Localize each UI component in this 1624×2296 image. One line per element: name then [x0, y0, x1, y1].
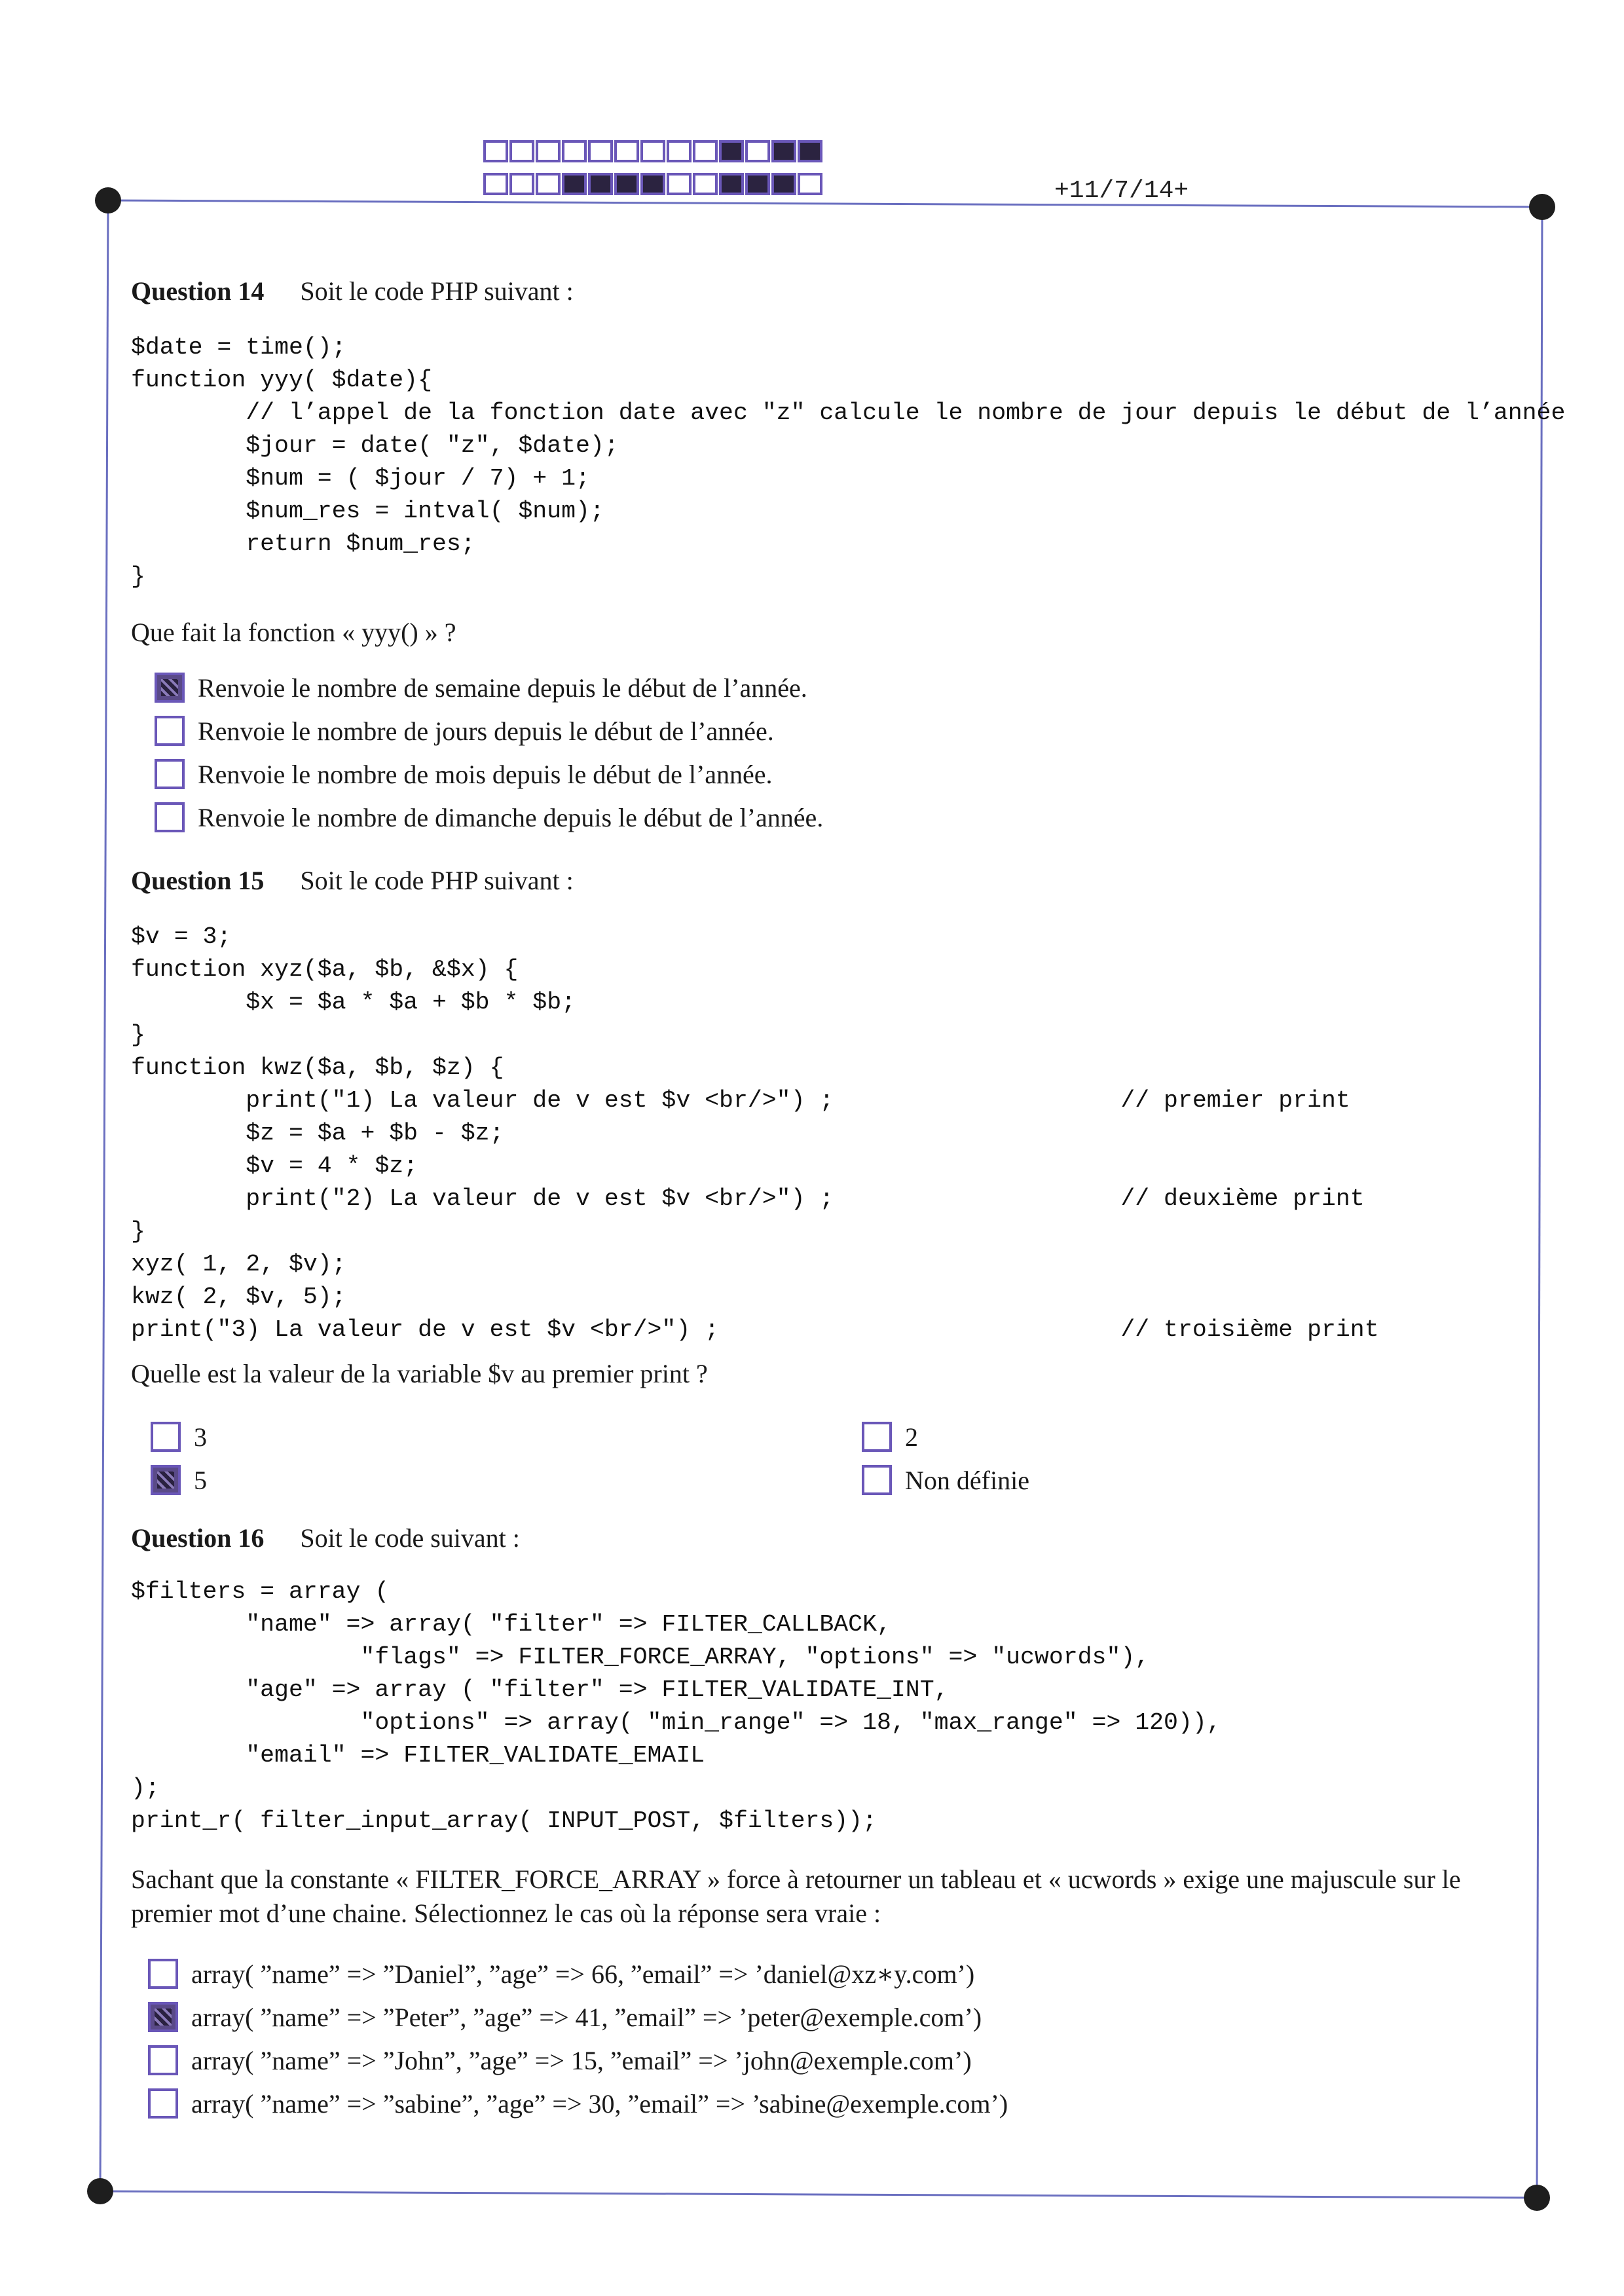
barcode-cell	[719, 140, 744, 162]
barcode-cell	[536, 173, 561, 195]
question-15-heading	[131, 864, 574, 897]
code-line: }	[131, 1022, 145, 1048]
barcode-cell	[483, 173, 508, 195]
code-line: "age" => array ( "filter" => FILTER_VALIDATE_INT,	[131, 1676, 949, 1703]
barcode-bottom	[483, 173, 824, 195]
question-intro: Soit le code PHP suivant :	[300, 866, 574, 895]
code-line: return $num_res;	[131, 530, 475, 557]
barcode-cell	[588, 140, 613, 162]
answer-option[interactable]	[148, 1999, 982, 2035]
barcode-cell	[536, 140, 561, 162]
code-line: "email" => FILTER_VALIDATE_EMAIL	[131, 1742, 705, 1769]
barcode-cell	[614, 140, 639, 162]
option-label: array( ”name” => ”John”, ”age” => 15, ”email” => ’john@exemple.com’)	[191, 2045, 972, 2075]
barcode-cell	[745, 140, 770, 162]
barcode-cell	[667, 173, 692, 195]
question-14-prompt: Que fait la fonction « yyy() » ?	[131, 618, 456, 647]
checkbox[interactable]	[155, 673, 185, 703]
barcode-cell	[588, 173, 613, 195]
checkbox[interactable]	[148, 2045, 178, 2075]
barcode-cell	[509, 140, 534, 162]
checkbox[interactable]	[151, 1422, 181, 1452]
barcode-cell	[562, 140, 587, 162]
question-16-prompt: Sachant que la constante « FILTER_FORCE_ARRAY » force à retourner un tableau et « ucwords » exige une majuscule sur le premier mot d’une chaine. Sélectionnez le cas où la réponse sera vraie :	[131, 1864, 1461, 1928]
barcode-cell	[798, 140, 822, 162]
code-line: $date = time();	[131, 334, 346, 361]
barcode-cell	[693, 173, 718, 195]
corner-mark-bottom-left	[87, 2178, 113, 2204]
code-line: "flags" => FILTER_FORCE_ARRAY, "options" => "ucwords"),	[131, 1644, 1150, 1671]
checkbox[interactable]	[148, 2002, 178, 2032]
code-line: "options" => array( "min_range" => 18, "max_range" => 120)),	[131, 1709, 1221, 1736]
barcode-cell	[745, 173, 770, 195]
code-line: $filters = array (	[131, 1578, 390, 1605]
checkbox[interactable]	[862, 1465, 892, 1495]
barcode-cell	[771, 173, 796, 195]
question-label: Question 14	[131, 276, 265, 306]
code-line: $v = 3;	[131, 923, 232, 950]
option-label: array( ”name” => ”Daniel”, ”age” => 66, ”email” => ’daniel@xz∗y.com’)	[191, 1959, 975, 1989]
option-label: array( ”name” => ”Peter”, ”age” => 41, ”email” => ’peter@exemple.com’)	[191, 2002, 982, 2032]
sheet-id: +11/7/14+	[1054, 177, 1189, 205]
barcode-cell	[771, 140, 796, 162]
question-intro: Soit le code PHP suivant :	[300, 276, 574, 306]
answer-option[interactable]	[148, 2085, 1008, 2122]
answer-option[interactable]	[148, 1955, 974, 1992]
code-line: }	[131, 1218, 145, 1245]
code-line: function xyz($a, $b, &$x) {	[131, 956, 519, 983]
option-label: Renvoie le nombre de mois depuis le début de l’année.	[198, 759, 773, 789]
barcode-cell	[667, 140, 692, 162]
code-line: );	[131, 1775, 160, 1802]
answer-option[interactable]	[148, 2042, 972, 2079]
checkbox[interactable]	[148, 1959, 178, 1989]
answer-option[interactable]	[155, 799, 823, 836]
barcode-cell	[640, 140, 665, 162]
option-label: 3	[194, 1422, 207, 1452]
question-label: Question 16	[131, 1523, 265, 1553]
checkbox[interactable]	[155, 759, 185, 789]
answer-option[interactable]	[155, 713, 774, 749]
code-line: // l’appel de la fonction date avec "z" calcule le nombre de jour depuis le début de l’année	[131, 399, 1566, 426]
code-block-q15	[131, 921, 1379, 1346]
code-line: $num_res = intval( $num);	[131, 498, 604, 525]
corner-mark-bottom-right	[1524, 2185, 1550, 2211]
code-line: $x = $a * $a + $b * $b;	[131, 989, 576, 1016]
code-line: kwz( 2, $v, 5);	[131, 1284, 346, 1310]
barcode-top	[483, 140, 824, 162]
answer-option[interactable]	[155, 756, 773, 792]
code-line: $v = 4 * $z;	[131, 1153, 418, 1179]
answer-option[interactable]	[862, 1418, 918, 1455]
corner-mark-top-right	[1529, 194, 1555, 220]
question-14-heading	[131, 275, 574, 308]
checkbox[interactable]	[155, 802, 185, 832]
barcode-cell	[509, 173, 534, 195]
question-16-heading	[131, 1522, 520, 1555]
checkbox[interactable]	[862, 1422, 892, 1452]
question-label: Question 15	[131, 866, 265, 895]
barcode-cell	[693, 140, 718, 162]
option-label: 2	[905, 1422, 918, 1452]
question-15-prompt: Quelle est la valeur de la variable $v au premier print ?	[131, 1359, 708, 1388]
code-line: print("3) La valeur de v est $v <br/>") ; // troisième print	[131, 1316, 1379, 1343]
code-line: print_r( filter_input_array( INPUT_POST, $filters));	[131, 1807, 877, 1834]
code-line: $z = $a + $b - $z;	[131, 1120, 504, 1147]
answer-option[interactable]	[151, 1462, 207, 1498]
code-line: function yyy( $date){	[131, 367, 432, 394]
option-label: 5	[194, 1465, 207, 1495]
checkbox[interactable]	[155, 716, 185, 746]
code-line: print("1) La valeur de v est $v <br/>") ; // premier print	[131, 1087, 1350, 1114]
answer-option[interactable]	[155, 669, 807, 706]
code-line: print("2) La valeur de v est $v <br/>") ; // deuxième print	[131, 1185, 1365, 1212]
code-line: }	[131, 563, 145, 590]
code-line: xyz( 1, 2, $v);	[131, 1251, 346, 1278]
option-label: array( ”name” => ”sabine”, ”age” => 30, ”email” => ’sabine@exemple.com’)	[191, 2088, 1008, 2119]
barcode-cell	[614, 173, 639, 195]
option-label: Renvoie le nombre de jours depuis le début de l’année.	[198, 716, 774, 746]
option-label: Renvoie le nombre de semaine depuis le début de l’année.	[198, 673, 807, 703]
code-line: $jour = date( "z", $date);	[131, 432, 619, 459]
answer-option[interactable]	[151, 1418, 207, 1455]
code-line: "name" => array( "filter" => FILTER_CALLBACK,	[131, 1611, 891, 1638]
barcode-cell	[562, 173, 587, 195]
code-line: $num = ( $jour / 7) + 1;	[131, 465, 590, 492]
barcode-cell	[483, 140, 508, 162]
code-line: function kwz($a, $b, $z) {	[131, 1054, 504, 1081]
barcode-cell	[640, 173, 665, 195]
question-intro: Soit le code suivant :	[300, 1523, 520, 1553]
option-label: Non définie	[905, 1465, 1029, 1495]
barcode-cell	[719, 173, 744, 195]
code-block-q16	[131, 1576, 1221, 1838]
barcode-cell	[798, 173, 822, 195]
code-block-q14	[131, 331, 1565, 593]
answer-option[interactable]	[862, 1462, 1029, 1498]
checkbox[interactable]	[148, 2088, 178, 2119]
corner-mark-top-left	[95, 187, 121, 213]
option-label: Renvoie le nombre de dimanche depuis le début de l’année.	[198, 802, 824, 832]
checkbox[interactable]	[151, 1465, 181, 1495]
